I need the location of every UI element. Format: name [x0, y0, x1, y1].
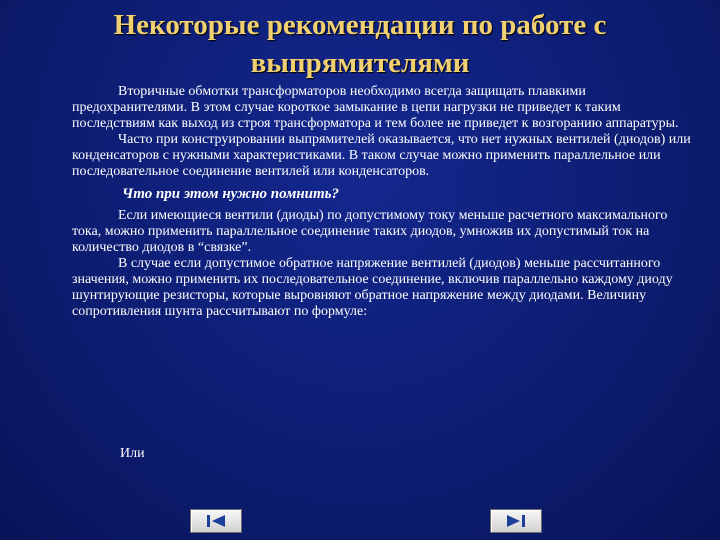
paragraph-series: В случае если допустимое обратное напряжение вентилей (диодов) меньше рассчитанного значения, можно применить их последовательное соединение, включив параллельно каждому диоду шунтирующие резисторы, которые выровняют обратное напряжение между диодами. Величину сопротивления шунта рассчитывают по формуле:: [72, 256, 673, 319]
slide-body: [72, 84, 692, 320]
last-slide-button[interactable]: [490, 509, 542, 533]
skip-to-start-icon: [205, 514, 227, 528]
slide-title-line-1: Некоторые рекомендации по работе с: [113, 9, 607, 41]
slide-title-line-2: выпрямителями: [250, 47, 470, 79]
paragraph-components: Часто при конструировании выпрямителей оказывается, что нет нужных вентилей (диодов) или конденсаторов с нужными характеристиками. В таком случае можно применить параллельное или последовательное соединение вентилей или конденсаторов.: [72, 132, 691, 179]
first-slide-button[interactable]: [190, 509, 242, 533]
or-label: Или: [120, 446, 145, 461]
paragraph-fuses: Вторичные обмотки трансформаторов необходимо всегда защищать плавкими предохранителями. В этом случае короткое замыкание в цепи нагрузки не приведет к таким последствиям как выход из строя трансформатора и тем более не приведет к возгоранию аппаратуры.: [72, 84, 679, 131]
slide-title: [40, 6, 680, 82]
question-heading: Что при этом нужно помнить?: [122, 186, 340, 202]
skip-to-end-icon: [505, 514, 527, 528]
paragraph-parallel: Если имеющиеся вентили (диоды) по допустимому току меньше расчетного максимального тока, можно применить параллельное соединение таких диодов, умножив их допустимый ток на количество диодов в “связке”.: [72, 208, 668, 255]
